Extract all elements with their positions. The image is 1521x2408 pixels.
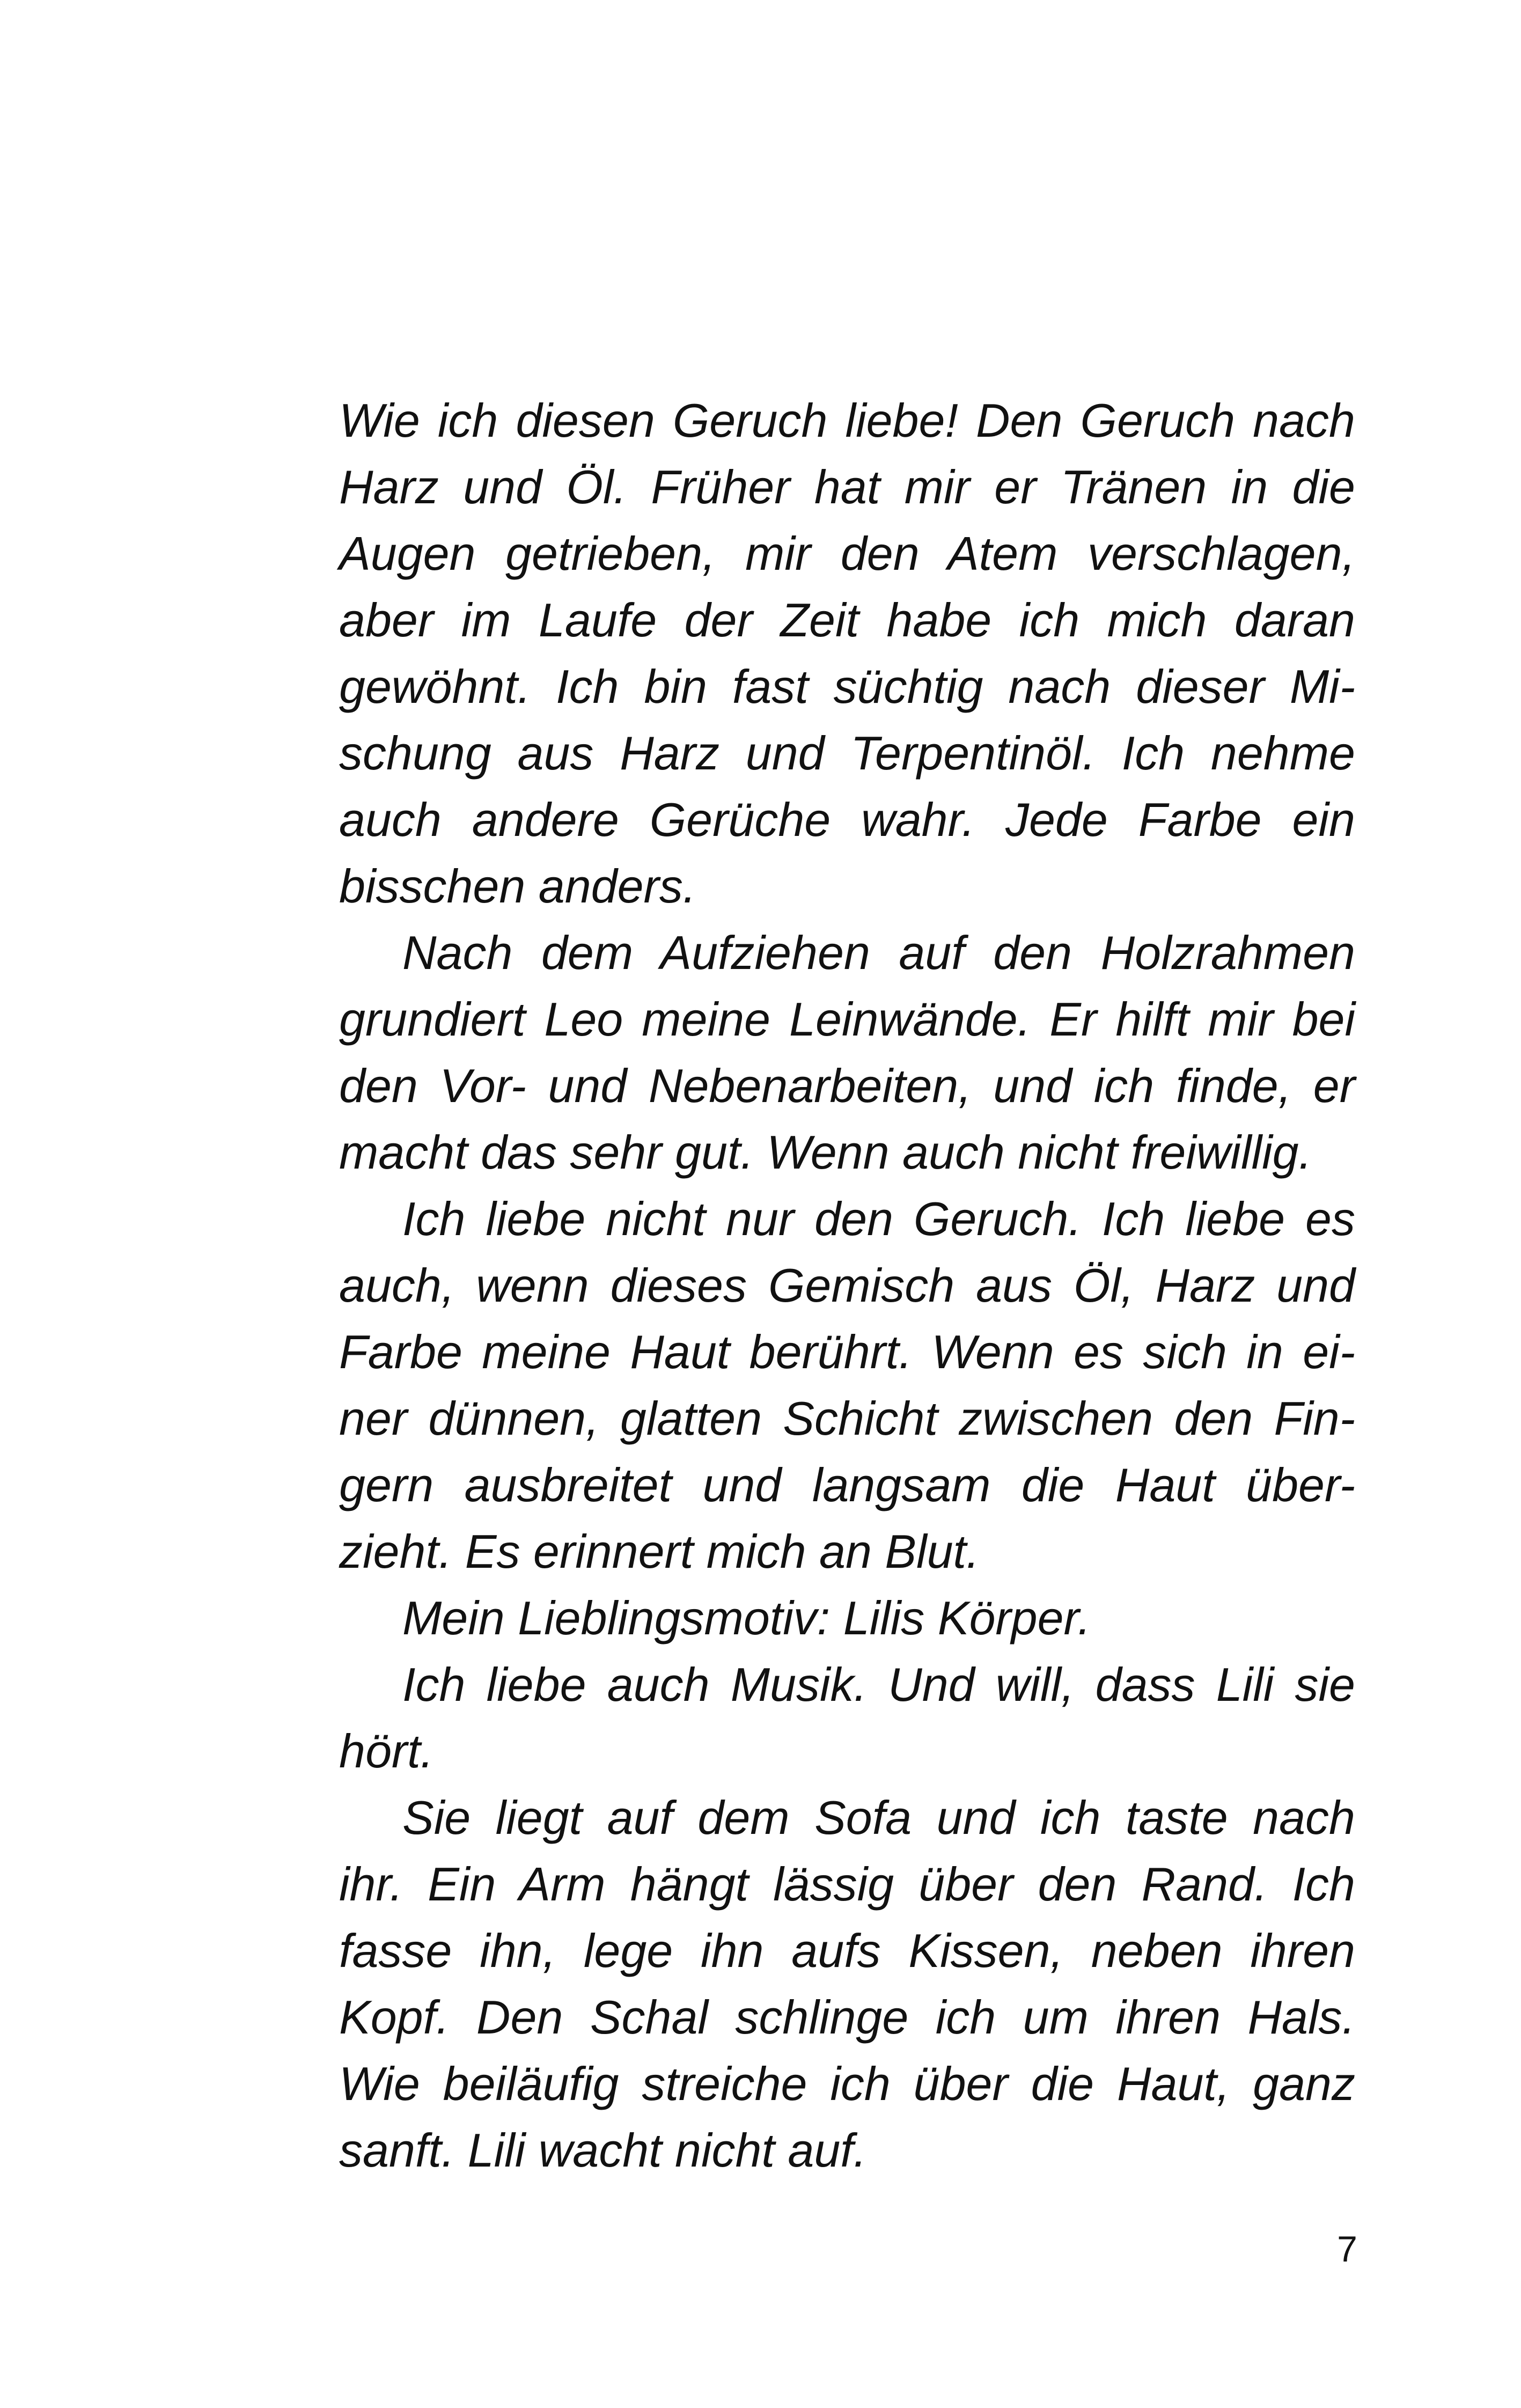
text-line: hört. <box>339 1724 434 1778</box>
text-line: bisschen anders. <box>339 860 696 913</box>
paragraph-5 <box>339 1651 1355 1785</box>
text-line: Augen getrieben, mir den Atem verschlagen, <box>339 527 1355 580</box>
page-number: 7 <box>1337 2229 1357 2270</box>
text-line: aber im Laufe der Zeit habe ich mich daran <box>339 593 1355 647</box>
text-line: gewöhnt. Ich bin fast süchtig nach dieser Mi- <box>339 660 1355 713</box>
text-line: Farbe meine Haut berührt. Wenn es sich in ei- <box>339 1325 1355 1378</box>
text-line: ner dünnen, glatten Schicht zwischen den Fin- <box>339 1392 1355 1445</box>
text-line: Ich liebe auch Musik. Und will, dass Lili sie <box>402 1658 1355 1711</box>
paragraph-1 <box>339 387 1355 920</box>
text-line: sanft. Lili wacht nicht auf. <box>339 2124 867 2177</box>
text-line: fasse ihn, lege ihn aufs Kissen, neben ihren <box>339 1924 1355 1977</box>
body-text <box>339 387 1355 2184</box>
text-line: auch, wenn dieses Gemisch aus Öl, Harz und <box>339 1259 1355 1312</box>
text-line: gern ausbreitet und langsam die Haut über- <box>339 1458 1355 1511</box>
text-line: grundiert Leo meine Leinwände. Er hilft mir bei <box>339 993 1355 1046</box>
text-line: Sie liegt auf dem Sofa und ich taste nach <box>402 1791 1355 1844</box>
text-line: Mein Lieblingsmotiv: Lilis Körper. <box>402 1591 1091 1645</box>
text-line: macht das sehr gut. Wenn auch nicht freiwillig. <box>339 1126 1312 1179</box>
paragraph-4 <box>339 1585 1355 1651</box>
paragraph-3 <box>339 1186 1355 1585</box>
text-line: Wie beiläufig streiche ich über die Haut, ganz <box>339 2057 1355 2110</box>
text-line: Nach dem Aufziehen auf den Holzrahmen <box>402 926 1355 979</box>
text-line: Harz und Öl. Früher hat mir er Tränen in die <box>339 460 1355 513</box>
text-line: schung aus Harz und Terpentinöl. Ich nehme <box>339 726 1355 780</box>
text-line: zieht. Es erinnert mich an Blut. <box>339 1525 980 1578</box>
text-line: den Vor- und Nebenarbeiten, und ich finde, er <box>339 1059 1355 1112</box>
text-line: Wie ich diesen Geruch liebe! Den Geruch nach <box>339 394 1355 447</box>
text-line: Ich liebe nicht nur den Geruch. Ich liebe es <box>402 1192 1355 1245</box>
text-line: auch andere Gerüche wahr. Jede Farbe ein <box>339 793 1355 846</box>
paragraph-2 <box>339 920 1355 1186</box>
paragraph-6 <box>339 1785 1355 2184</box>
text-line: Kopf. Den Schal schlinge ich um ihren Hals. <box>339 1991 1355 2044</box>
text-line: ihr. Ein Arm hängt lässig über den Rand. Ich <box>339 1858 1355 1911</box>
